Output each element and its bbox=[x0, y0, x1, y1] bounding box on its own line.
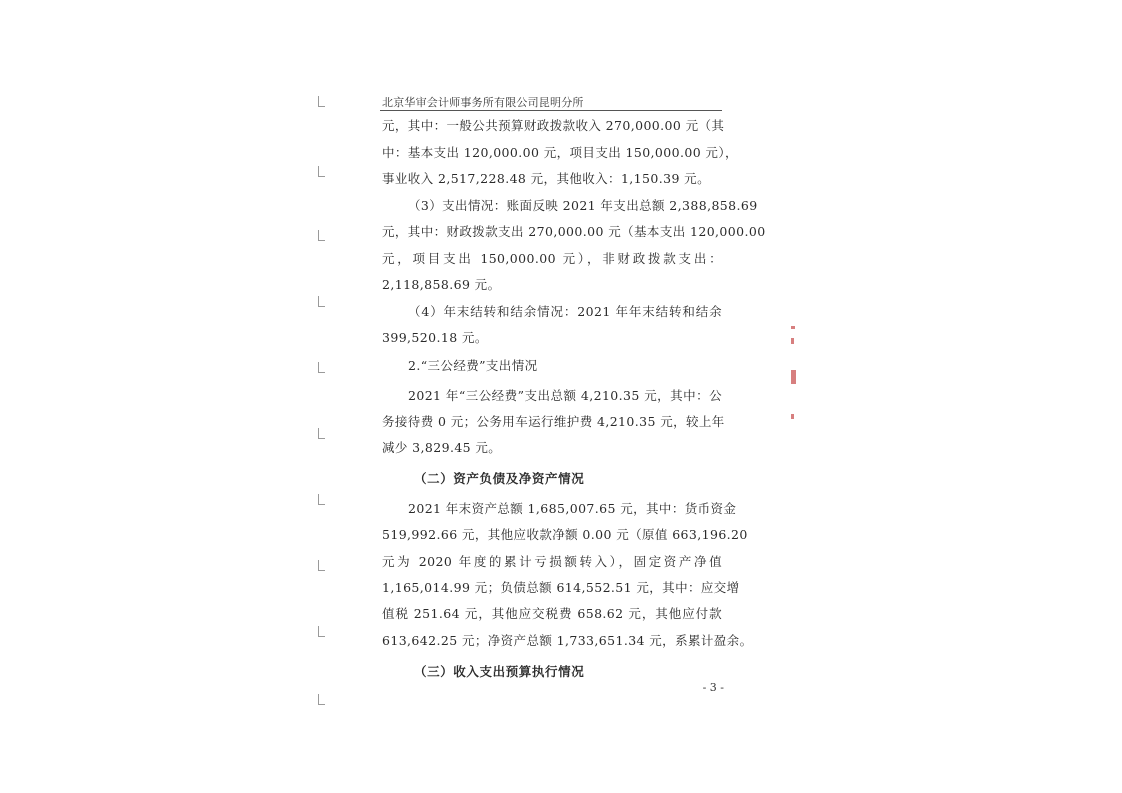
seal-edge-mark bbox=[791, 414, 794, 419]
paragraph-line: 事业收入 2,517,228.48 元，其他收入：1,150.39 元。 bbox=[382, 171, 710, 186]
paragraph-line: 1,165,014.99 元；负债总额 614,552.51 元，其中：应交增 bbox=[382, 580, 740, 595]
binding-mark bbox=[318, 694, 325, 705]
paragraph-line: 613,642.25 元；净资产总额 1,733,651.34 元，系累计盈余。 bbox=[382, 633, 753, 648]
paragraph-line: 元，项目支出 150,000.00 元），非财政拨款支出： bbox=[382, 251, 722, 266]
binding-mark bbox=[318, 362, 325, 373]
section-heading: （二）资产负债及净资产情况 bbox=[414, 471, 585, 486]
paragraph-line: 519,992.66 元，其他应收款净额 0.00 元（原值 663,196.20 bbox=[382, 527, 748, 542]
binding-mark bbox=[318, 166, 325, 177]
section-heading: （三）收入支出预算执行情况 bbox=[414, 664, 585, 679]
binding-mark bbox=[318, 230, 325, 241]
binding-mark bbox=[318, 494, 325, 505]
seal-edge-mark bbox=[791, 370, 796, 384]
paragraph-line: 元，其中：财政拨款支出 270,000.00 元（基本支出 120,000.00 bbox=[382, 224, 766, 239]
binding-mark bbox=[318, 96, 325, 107]
paragraph-line: 2,118,858.69 元。 bbox=[382, 277, 501, 292]
binding-mark bbox=[318, 296, 325, 307]
binding-mark bbox=[318, 560, 325, 571]
paragraph-line: 399,520.18 元。 bbox=[382, 330, 488, 345]
paragraph-line: 减少 3,829.45 元。 bbox=[382, 440, 502, 455]
seal-edge-mark bbox=[791, 338, 794, 344]
paragraph-line: （3）支出情况：账面反映 2021 年支出总额 2,388,858.69 bbox=[408, 198, 758, 213]
page-number: - 3 - bbox=[702, 681, 724, 694]
header-rule bbox=[380, 110, 722, 111]
paragraph-line: 元，其中：一般公共预算财政拨款收入 270,000.00 元（其 bbox=[382, 118, 725, 133]
paragraph-line: （4）年末结转和结余情况：2021 年年末结转和结余 bbox=[408, 304, 722, 319]
paragraph-line: 元为 2020 年度的累计亏损额转入），固定资产净值 bbox=[382, 554, 722, 569]
seal-edge-mark bbox=[791, 326, 795, 329]
paragraph-line: 2021 年“三公经费”支出总额 4,210.35 元，其中：公 bbox=[408, 388, 722, 403]
paragraph-line: 值税 251.64 元，其他应交税费 658.62 元，其他应付款 bbox=[382, 606, 722, 621]
paragraph-line: 中：基本支出 120,000.00 元，项目支出 150,000.00 元）， bbox=[382, 145, 738, 160]
paragraph-line: 务接待费 0 元；公务用车运行维护费 4,210.35 元，较上年 bbox=[382, 414, 725, 429]
binding-mark bbox=[318, 428, 325, 439]
firm-header: 北京华审会计师事务所有限公司昆明分所 bbox=[382, 96, 584, 109]
paragraph-line: 2021 年末资产总额 1,685,007.65 元，其中：货币资金 bbox=[408, 501, 737, 516]
binding-mark bbox=[318, 626, 325, 637]
section-subheading: 2.“三公经费”支出情况 bbox=[408, 358, 538, 373]
